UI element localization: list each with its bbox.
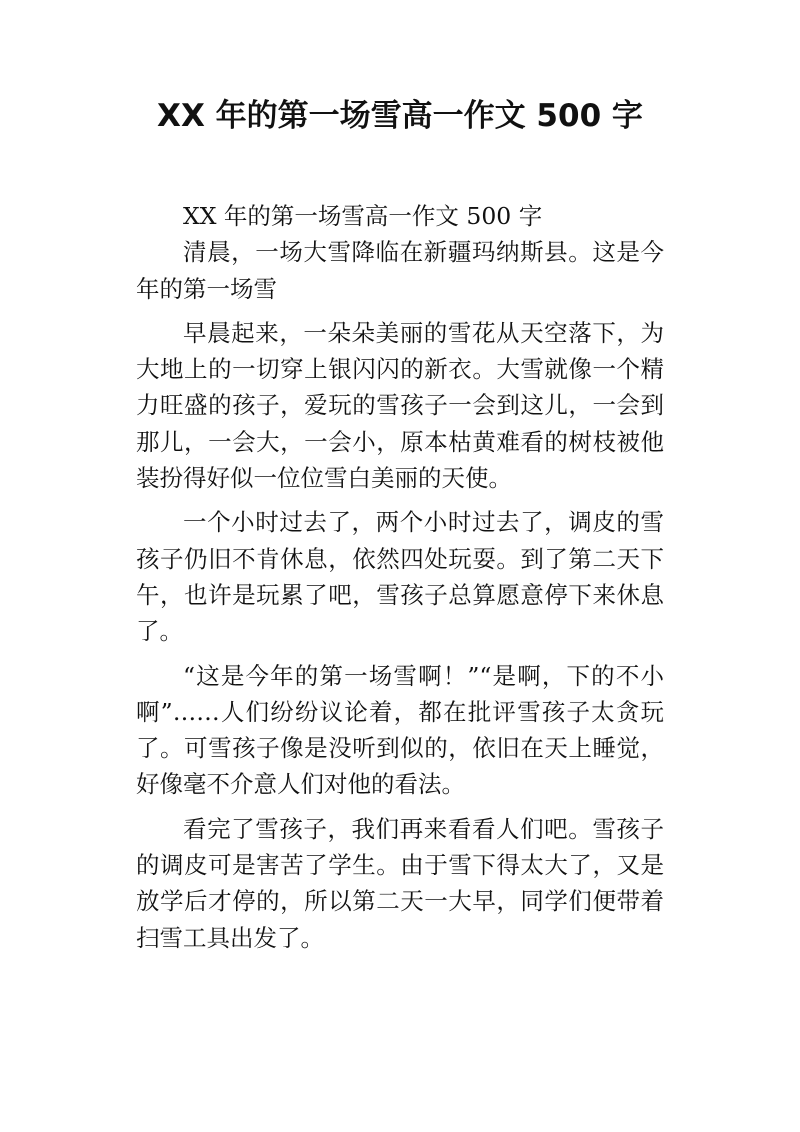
paragraph-5: 看完了雪孩子，我们再来看看人们吧。雪孩子的调皮可是害苦了学生。由于雪下得太大了，又是放学后才停的，所以第二天一大早，同学们便带着扫雪工具出发了。: [136, 814, 664, 952]
document-body: [136, 198, 664, 956]
document-title: XX 年的第一场雪高一作文 500 字: [157, 98, 643, 134]
paragraph-3: 一个小时过去了，两个小时过去了，调皮的雪孩子仍旧不肯休息，依然四处玩耍。到了第二天下午，也许是玩累了吧，雪孩子总算愿意停下来休息了。: [136, 508, 664, 646]
paragraph-heading: XX 年的第一场雪高一作文 500 字: [183, 202, 543, 230]
paragraph-1: 清晨，一场大雪降临在新疆玛纳斯县。这是今年的第一场雪: [136, 238, 664, 303]
paragraph-4: “这是今年的第一场雪啊！”“是啊，下的不小啊”……人们纷纷议论着，都在批评雪孩子太贪玩了。可雪孩子像是没听到似的，依旧在天上睡觉，好像毫不介意人们对他的看法。: [136, 661, 664, 799]
paragraph-2: 早晨起来，一朵朵美丽的雪花从天空落下，为大地上的一切穿上银闪闪的新衣。大雪就像一个精力旺盛的孩子，爱玩的雪孩子一会到这儿，一会到那儿，一会大，一会小，原本枯黄难看的树枝被他装扮得好似一位位雪白美丽的天使。: [136, 318, 664, 493]
